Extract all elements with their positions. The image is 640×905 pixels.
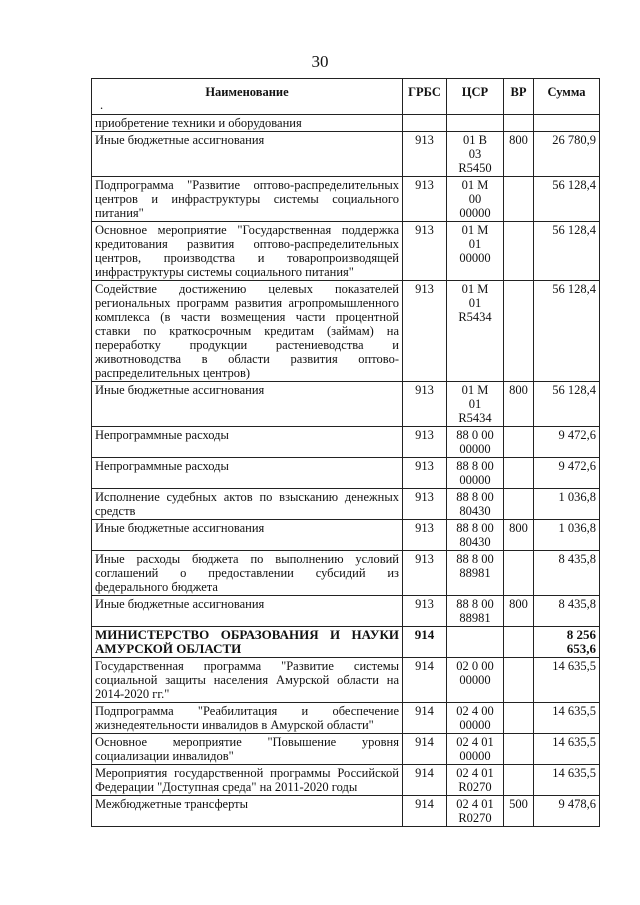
cell-vr bbox=[504, 427, 534, 458]
cell-name: Государственная программа "Развитие системы социальной защиты населения Амурской области на 2014-2020 гг." bbox=[92, 658, 403, 703]
cell-vr: 800 bbox=[504, 596, 534, 627]
cell-name: Непрограммные расходы bbox=[92, 427, 403, 458]
csr-part: 02 4 01 bbox=[456, 766, 494, 780]
csr-part: 88 0 00 bbox=[456, 428, 494, 442]
csr-part: 01 М bbox=[461, 282, 489, 296]
cell-grbs: 913 bbox=[403, 281, 447, 382]
csr-part: 01 bbox=[468, 397, 482, 411]
header-sum: Сумма bbox=[534, 79, 600, 115]
csr-part: R0270 bbox=[458, 811, 492, 825]
cell-sum: 14 635,5 bbox=[534, 703, 600, 734]
cell-sum: 8 256 653,6 bbox=[534, 627, 600, 658]
cell-name: Основное мероприятие "Государственная поддержка кредитования развития оптово-распределительных центров, производства и товаропроизводящей инфраструктуры системы социального питания" bbox=[92, 222, 403, 281]
cell-csr bbox=[447, 703, 504, 734]
cell-name: Иные бюджетные ассигнования bbox=[92, 382, 403, 427]
cell-name: Иные бюджетные ассигнования bbox=[92, 520, 403, 551]
csr-part: R5434 bbox=[458, 310, 492, 324]
cell-csr bbox=[447, 658, 504, 703]
cell-csr bbox=[447, 177, 504, 222]
cell-sum bbox=[534, 115, 600, 132]
csr-part: 00000 bbox=[459, 749, 491, 763]
cell-vr bbox=[504, 281, 534, 382]
header-name: Наименование . bbox=[92, 79, 403, 115]
cell-grbs: 914 bbox=[403, 703, 447, 734]
table-row bbox=[92, 765, 600, 796]
table-row bbox=[92, 796, 600, 827]
cell-sum: 56 128,4 bbox=[534, 382, 600, 427]
csr-part: 88981 bbox=[459, 566, 491, 580]
cell-csr bbox=[447, 596, 504, 627]
cell-name: Подпрограмма "Реабилитация и обеспечение жизнедеятельности инвалидов в Амурской области" bbox=[92, 703, 403, 734]
csr-part: 01 М bbox=[461, 178, 489, 192]
cell-name: Иные бюджетные ассигнования bbox=[92, 596, 403, 627]
cell-csr bbox=[447, 132, 504, 177]
csr-part: R5434 bbox=[458, 411, 492, 425]
cell-vr bbox=[504, 658, 534, 703]
cell-grbs: 914 bbox=[403, 796, 447, 827]
csr-part: R0270 bbox=[458, 780, 492, 794]
table-row bbox=[92, 222, 600, 281]
cell-name: Мероприятия государственной программы Российской Федерации "Доступная среда" на 2011-2020 годы bbox=[92, 765, 403, 796]
cell-sum: 1 036,8 bbox=[534, 489, 600, 520]
csr-part: 88 8 00 bbox=[456, 490, 494, 504]
table-row bbox=[92, 458, 600, 489]
csr-part: 00000 bbox=[459, 718, 491, 732]
cell-vr bbox=[504, 115, 534, 132]
csr-part: 88 8 00 bbox=[456, 521, 494, 535]
csr-part: 00000 bbox=[459, 473, 491, 487]
csr-part: 01 bbox=[468, 296, 482, 310]
cell-grbs: 913 bbox=[403, 382, 447, 427]
cell-sum: 9 472,6 bbox=[534, 458, 600, 489]
csr-part: 88 8 00 bbox=[456, 552, 494, 566]
cell-sum: 1 036,8 bbox=[534, 520, 600, 551]
table-row bbox=[92, 489, 600, 520]
cell-name: приобретение техники и оборудования bbox=[92, 115, 403, 132]
cell-grbs: 914 bbox=[403, 658, 447, 703]
cell-sum: 26 780,9 bbox=[534, 132, 600, 177]
cell-csr bbox=[447, 222, 504, 281]
csr-part: 01 bbox=[468, 237, 482, 251]
table-row bbox=[92, 427, 600, 458]
cell-vr bbox=[504, 765, 534, 796]
table-row bbox=[92, 627, 600, 658]
cell-sum: 56 128,4 bbox=[534, 177, 600, 222]
table-row bbox=[92, 703, 600, 734]
table-row bbox=[92, 520, 600, 551]
csr-part: 00000 bbox=[459, 206, 491, 220]
cell-grbs: 913 bbox=[403, 177, 447, 222]
cell-sum: 9 472,6 bbox=[534, 427, 600, 458]
cell-csr bbox=[447, 520, 504, 551]
csr-part: 02 4 00 bbox=[456, 704, 494, 718]
header-vr: ВР bbox=[504, 79, 534, 115]
cell-vr bbox=[504, 177, 534, 222]
csr-part: 01 М bbox=[461, 223, 489, 237]
cell-vr bbox=[504, 458, 534, 489]
cell-grbs: 913 bbox=[403, 427, 447, 458]
cell-vr: 800 bbox=[504, 132, 534, 177]
table-row bbox=[92, 132, 600, 177]
cell-vr bbox=[504, 627, 534, 658]
header-grbs: ГРБС bbox=[403, 79, 447, 115]
cell-csr bbox=[447, 551, 504, 596]
cell-name: Основное мероприятие "Повышение уровня социализации инвалидов" bbox=[92, 734, 403, 765]
cell-grbs: 913 bbox=[403, 520, 447, 551]
cell-sum: 9 478,6 bbox=[534, 796, 600, 827]
table-body bbox=[92, 115, 600, 827]
cell-name: Иные расходы бюджета по выполнению условий соглашений о предоставлении субсидий из федерального бюджета bbox=[92, 551, 403, 596]
cell-vr bbox=[504, 734, 534, 765]
csr-part: 88 8 00 bbox=[456, 597, 494, 611]
csr-part: 03 bbox=[468, 147, 482, 161]
cell-name: Межбюджетные трансферты bbox=[92, 796, 403, 827]
cell-grbs: 913 bbox=[403, 132, 447, 177]
cell-csr bbox=[447, 765, 504, 796]
cell-csr bbox=[447, 427, 504, 458]
csr-part: 02 0 00 bbox=[456, 659, 494, 673]
table-row bbox=[92, 734, 600, 765]
cell-csr bbox=[447, 489, 504, 520]
cell-grbs: 913 bbox=[403, 596, 447, 627]
csr-part: 80430 bbox=[459, 535, 491, 549]
cell-vr: 500 bbox=[504, 796, 534, 827]
csr-part: 02 4 01 bbox=[456, 797, 494, 811]
cell-grbs: 914 bbox=[403, 765, 447, 796]
table-row bbox=[92, 115, 600, 132]
csr-part: 88981 bbox=[459, 611, 491, 625]
cell-name: Непрограммные расходы bbox=[92, 458, 403, 489]
table-row bbox=[92, 382, 600, 427]
budget-table bbox=[91, 78, 600, 827]
cell-csr bbox=[447, 734, 504, 765]
cell-sum: 14 635,5 bbox=[534, 734, 600, 765]
table-header-row bbox=[92, 79, 600, 115]
cell-csr bbox=[447, 458, 504, 489]
cell-grbs: 914 bbox=[403, 627, 447, 658]
csr-part: 01 М bbox=[461, 383, 489, 397]
cell-sum: 56 128,4 bbox=[534, 222, 600, 281]
csr-part: 80430 bbox=[459, 504, 491, 518]
cell-vr bbox=[504, 703, 534, 734]
cell-sum: 8 435,8 bbox=[534, 551, 600, 596]
cell-sum: 56 128,4 bbox=[534, 281, 600, 382]
header-dot: . bbox=[100, 98, 104, 112]
cell-csr bbox=[447, 115, 504, 132]
cell-name: МИНИСТЕРСТВО ОБРАЗОВАНИЯ И НАУКИ АМУРСКОЙ ОБЛАСТИ bbox=[92, 627, 403, 658]
cell-name: Исполнение судебных актов по взысканию денежных средств bbox=[92, 489, 403, 520]
cell-vr: 800 bbox=[504, 520, 534, 551]
csr-part: 02 4 01 bbox=[456, 735, 494, 749]
table-row bbox=[92, 551, 600, 596]
cell-grbs: 913 bbox=[403, 551, 447, 596]
cell-vr bbox=[504, 222, 534, 281]
cell-vr: 800 bbox=[504, 382, 534, 427]
header-csr: ЦСР bbox=[447, 79, 504, 115]
csr-part: 01 В bbox=[463, 133, 487, 147]
cell-csr bbox=[447, 281, 504, 382]
cell-grbs: 913 bbox=[403, 222, 447, 281]
cell-sum: 8 435,8 bbox=[534, 596, 600, 627]
page-number: 30 bbox=[311, 52, 329, 71]
cell-csr bbox=[447, 382, 504, 427]
csr-part: 00000 bbox=[459, 251, 491, 265]
cell-vr bbox=[504, 489, 534, 520]
cell-grbs bbox=[403, 115, 447, 132]
cell-grbs: 913 bbox=[403, 458, 447, 489]
table-row bbox=[92, 658, 600, 703]
cell-vr bbox=[504, 551, 534, 596]
cell-name: Подпрограмма "Развитие оптово-распределительных центров и инфраструктуры системы социального питания" bbox=[92, 177, 403, 222]
cell-csr bbox=[447, 796, 504, 827]
cell-grbs: 914 bbox=[403, 734, 447, 765]
csr-part: 00000 bbox=[459, 442, 491, 456]
cell-grbs: 913 bbox=[403, 489, 447, 520]
table-row bbox=[92, 177, 600, 222]
table-row bbox=[92, 596, 600, 627]
csr-part: 00 bbox=[468, 192, 482, 206]
cell-csr bbox=[447, 627, 504, 658]
cell-name: Содействие достижению целевых показателей региональных программ развития агропромышленного комплекса (в части возмещения части процентной ставки по краткосрочным кредитам (займам) на переработку продукции растениеводства и животноводства в области развития оптово-распределительных центров) bbox=[92, 281, 403, 382]
csr-part: 88 8 00 bbox=[456, 459, 494, 473]
cell-name: Иные бюджетные ассигнования bbox=[92, 132, 403, 177]
table-row bbox=[92, 281, 600, 382]
csr-part: R5450 bbox=[458, 161, 492, 175]
csr-part: 00000 bbox=[459, 673, 491, 687]
cell-sum: 14 635,5 bbox=[534, 765, 600, 796]
cell-sum: 14 635,5 bbox=[534, 658, 600, 703]
